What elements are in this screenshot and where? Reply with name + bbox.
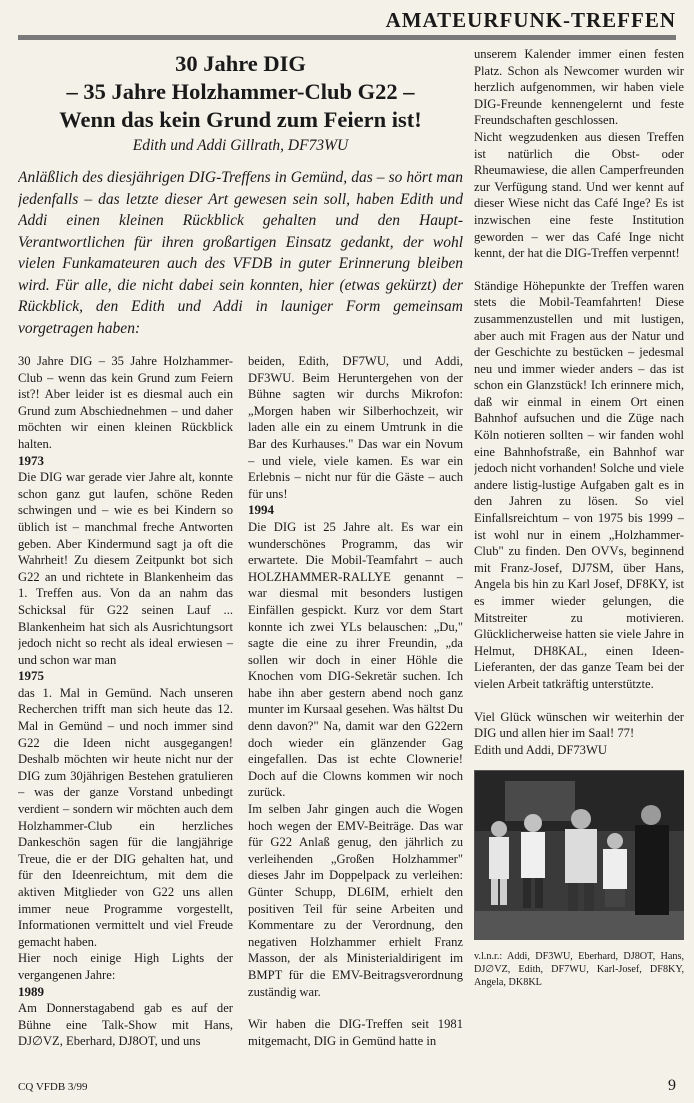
year-heading: 1975 xyxy=(18,668,44,684)
paragraph: beiden, Edith, DF7WU, und Addi, DF3WU. Beim Heruntergehen von der Bühne sagten wir durchs Mikrofon: „Morgen haben wir Silberhochzeit, wir laden alle ein zu einem Umtrunk in die Bar des Kurhauses." Das war ein Novum – und viele, viele kamen. Es war ein Erlebnis – nicht nur für die Gäste – auch für uns! xyxy=(248,354,463,501)
year-heading: 1973 xyxy=(18,452,44,468)
paragraph-gap xyxy=(248,1000,463,1016)
photo-caption: v.l.n.r.: Addi, DF3WU, Eberhard, DJ8OT, Hans, DJ∅VZ, Edith, DF7WU, Karl-Josef, DF8KY, Angela, DK8KL xyxy=(474,951,684,989)
paragraph: Am Donnerstagabend gab es auf der Bühne eine Talk-Show mit Hans, DJ∅VZ, Eberhard, DJ8OT, und uns xyxy=(18,1001,233,1049)
paragraph: unserem Kalender immer einen festen Platz. Schon als Newcomer wurden wir herzlich aufgenommen, wir haben viele DIG-Freunde kennengelernt und feste Freundschaften geschlossen. xyxy=(474,47,684,128)
article-intro: Anläßlich des diesjährigen DIG-Treffens in Gemünd, das – so hört man jedenfalls – das letzte dieser Art gewesen sein soll, haben Edith und Addi einen kleinen Rückblick gehalten und den Haupt-Verantwortlichen für ihren großartigen Einsatz gedankt, der wohl vielen Funkamateuren auch des VFDB in guter Erinnerung bleiben wird. Für alle, die nicht dabei sein konnten, hier (etwas gekürzt) der Rückblick, den Edith und Addi in launiger Form gemeinsam vorgetragen haben: xyxy=(18,169,463,337)
journal-issue: CQ VFDB 3/99 xyxy=(18,1081,88,1093)
paragraph: 30 Jahre DIG – 35 Jahre Holzhammer-Club – wenn das kein Grund zum Feiern ist?! Aber leider ist es diesmal auch ein Grund zum Abschiednehmen – und daher möchten wir einen kleinen Rückblick halten. xyxy=(18,354,233,451)
header-rule xyxy=(18,35,676,40)
signature-line: Edith und Addi, DF73WU xyxy=(474,742,607,757)
paragraph: das 1. Mal in Gemünd. Nach unseren Recherchen trifft man sich heute das 12. Mal in Gemünd – und noch immer sind G22 die Ideen nicht ausgegangen! Deshalb möchten wir heute nicht nur der DIG zum 30jährigen Bestehen gratulieren – was der ganze Vorstand unbedingt verdient – sondern wir möchten auch dem Holzhammer-Club ein herzliches Dankeschön sagen für die langjährige Treue, die er der DIG gehalten hat, und für den Ideenreichtum, mit dem die aktiven Mitglieder von G22 uns allen immer neue Programme vorgestellt, Informationen vermittelt und viel Freude gemacht haben. xyxy=(18,685,233,949)
section-title: AMATEURFUNK-TREFFEN xyxy=(385,8,676,32)
group-photo xyxy=(474,770,684,940)
headline-line-3: Wenn das kein Grund zum Feiern ist! xyxy=(59,107,422,132)
paragraph: Hier noch einige High Lights der vergangenen Jahre: xyxy=(18,951,233,982)
article-headline xyxy=(18,50,463,134)
article-byline: Edith und Addi Gillrath, DF73WU xyxy=(132,137,349,154)
paragraph: Ständige Höhepunkte der Treffen waren stets die Mobil-Teamfahrten! Diese zusammenzustellen und mit lustigen, aber auch mit Fragen aus der Natur und der Geschichte zu bestücken – jedesmal neu und immer wieder anders – das ist schon ein Glanzstück! Ich erinnere mich, daß wir einmal in einem Ort einen Bahnhof aufsuchen und die Züge nach Köln notieren sollten – wir fanden wohl eine Bahnhofstraße, ein Bahnhof war jedoch nicht vorhanden! Solche und viele andere listig-lustige Aufgaben galt es in den Jahren zu lösen. So viel Einfallsreichtum – von 1975 bis 1999 – ist wohl nur in einem „Holzhammer-Club" zu finden. Den OVVs, beginnend mit Franz-Josef, DJ7SM, über Hans, Angela bis hin zu Karl Josef, DF8KY, ist es immer wieder gelungen, die Mitstreiter zu motivieren. Glücklicherweise hatten sie viele Jahre in Helmut, DH8KAL, einen Ideen-Lieferanten, der das ganze Team bei der vielen Arbeit tatkräftig unterstützte. xyxy=(474,278,684,691)
paragraph: Nicht wegzudenken aus diesen Treffen ist natürlich die Obst- oder Rheumawiese, die allen Camperfreunden zur Verfügung stand. Und wer kennt auf dieser Wiese nicht das Café Inge? Es ist inzwischen eine feste Institution geworden – wer das Café Inge nicht kennt, der hat die DIG-Treffen verpennt! xyxy=(474,129,684,261)
page-number: 9 xyxy=(668,1077,676,1094)
paragraph: Im selben Jahr gingen auch die Wogen hoch wegen der EMV-Beiträge. Das war für G22 Anlaß genug, den jährlich zu verleihenden „Großen Holzhammer" dieses Jahr im Doppelpack zu verleihen: Günter Schupp, DL6IM, erhielt den positiven Teil für seine Arbeiten und Kommentare zu der Verordnung, den negativen Holzhammer erhielt Franz Masson, der als Ministerialdirigent im BMPT für die EMV-Beitragsverordnung zuständig war. xyxy=(248,802,463,999)
year-heading: 1989 xyxy=(18,983,44,999)
headline-line-2: – 35 Jahre Holzhammer-Club G22 – xyxy=(66,79,415,104)
paragraph: Die DIG war gerade vier Jahre alt, konnte schon ganz gut laufen, schöne Reden schwingen und – wie es bei Kindern so üblich ist – manchmal freche Antworten geben. Aber Kindermund sagt ja oft die Wahrheit! Zu diesem Zeitpunkt bot sich G22 an und richtete in Blankenheim das 1. Treffen aus. Von da an nahm das Schicksal für G22 seinen Lauf ... Blankenheim hat sich als Ausrichtungsort jedoch nicht so recht als ideal erwiesen – und schon war man xyxy=(18,470,233,667)
text-column-1 xyxy=(18,353,233,1050)
text-column-3 xyxy=(474,46,684,1086)
article-main xyxy=(18,46,463,1086)
paragraph: Die DIG ist 25 Jahre alt. Es war ein wunderschönes Programm, das wir erwartete. Die Mobil-Teamfahrt – auch HOLZHAMMER-RALLYE genannt – war diesmal mit besonders lustigen Einfällen gespickt. Kurz vor dem Start konnte ich zwei YLs belauschen: „Du," sagte die eine zu ihrer Freundin, „da sollen wir doch in einer Höhle die Knochen vom DIG-Sekretär suchen. Ich habe ihn aber gestern abend noch ganz munter im Kursaal gesehen. Was hältst Du denn davon?" Na, damit war den G22ern doch wieder ein glänzender Gag eingefallen. Das ist echte Clownerie! Doch auf die Clowns kommen wir noch zurück. xyxy=(248,519,463,800)
paragraph: Wir haben die DIG-Treffen seit 1981 mitgemacht, DIG in Gemünd hatte in xyxy=(248,1017,463,1048)
headline-line-1: 30 Jahre DIG xyxy=(175,51,306,76)
paragraph: Viel Glück wünschen wir weiterhin der DIG und allen hier im Saal! 77! xyxy=(474,709,684,741)
year-heading: 1994 xyxy=(248,502,274,518)
group-photo-image xyxy=(475,771,684,939)
paragraph-gap xyxy=(474,693,684,709)
paragraph-gap xyxy=(474,262,684,278)
text-column-2 xyxy=(248,353,463,1049)
